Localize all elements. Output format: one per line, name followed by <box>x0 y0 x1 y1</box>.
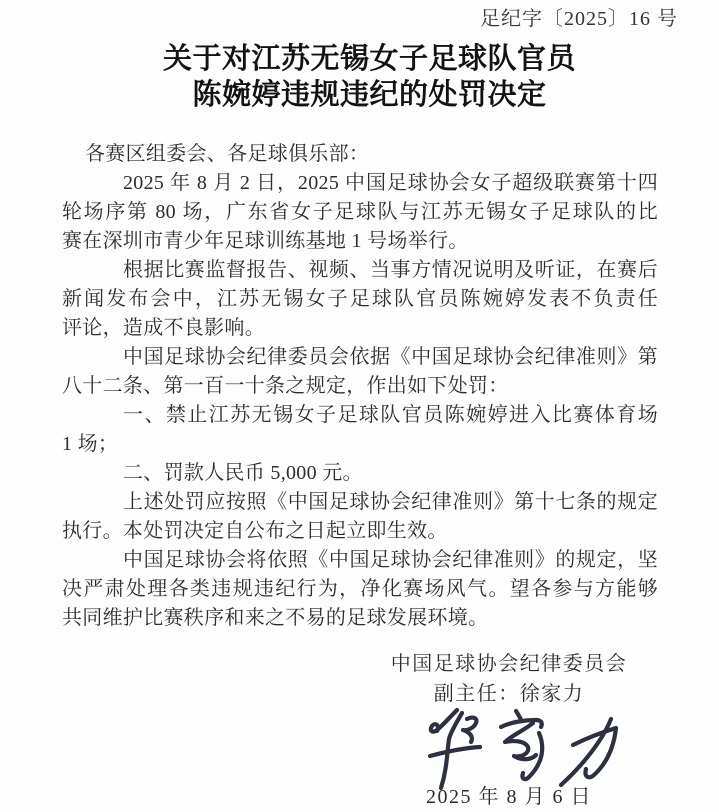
signature-block <box>359 649 659 808</box>
title-line-1: 关于对江苏无锡女子足球队官员 <box>162 43 576 75</box>
body-text <box>62 140 658 633</box>
document-title <box>0 41 719 113</box>
body-line: 中国足球协会纪律委员会依据《中国足球协会纪律准则》第 <box>123 346 658 368</box>
body-line: 八十二条、第一百一十条之规定，作出如下处罚： <box>62 375 509 397</box>
body-line: 根据比赛监督报告、视频、当事方情况说明及听证，在赛后 <box>123 259 658 281</box>
body-line: 新闻发布会中，江苏无锡女子足球队官员陈婉婷发表不负责任 <box>62 288 658 310</box>
handwritten-signature-icon <box>415 703 630 798</box>
body-line: 赛在深圳市青少年足球训练基地 1 号场举行。 <box>62 230 469 252</box>
body-line: 2025 年 8 月 2 日，2025 中国足球协会女子超级联赛第十四 <box>123 172 658 194</box>
body-line: 一、禁止江苏无锡女子足球队官员陈婉婷进入比赛体育场 <box>123 404 658 426</box>
body-line: 二、罚款人民币 5,000 元。 <box>123 462 363 484</box>
body-line: 执行。本处罚决定自公布之日起立即生效。 <box>62 520 448 542</box>
body-line: 中国足球协会将依照《中国足球协会纪律准则》的规定，坚 <box>123 549 658 571</box>
body-line: 轮场序第 80 场，广东省女子足球队与江苏无锡女子足球队的比 <box>62 201 658 223</box>
signature-org: 中国足球协会纪律委员会 <box>390 653 628 675</box>
signature-signer: 副主任：徐家力 <box>433 683 585 705</box>
signature-stroke <box>463 718 476 742</box>
signature-stroke <box>501 720 542 727</box>
body-line: 决严肃处理各类违规违纪行为，净化赛场风气。望各参与方能够 <box>62 578 658 600</box>
signature-date: 2025 年 8 月 6 日 <box>426 786 592 808</box>
body-line: 共同维护比赛秩序和来之不易的足球发展环境。 <box>62 607 489 629</box>
body-line: 各赛区组委会、各足球俱乐部： <box>85 143 370 165</box>
signature-stroke <box>430 747 480 756</box>
body-line: 1 场； <box>62 433 119 455</box>
title-line-2: 陈婉婷违规违纪的处罚决定 <box>192 79 547 111</box>
body-line: 上述处罚应按照《中国足球协会纪律准则》第十七条的规定 <box>123 491 658 513</box>
signature-stroke <box>505 723 536 759</box>
signature-stroke <box>516 711 521 720</box>
body-line: 评论，造成不良影响。 <box>62 317 265 339</box>
doc-number: 足纪字〔2025〕16 号 <box>480 8 678 30</box>
signature-stroke <box>573 728 616 777</box>
